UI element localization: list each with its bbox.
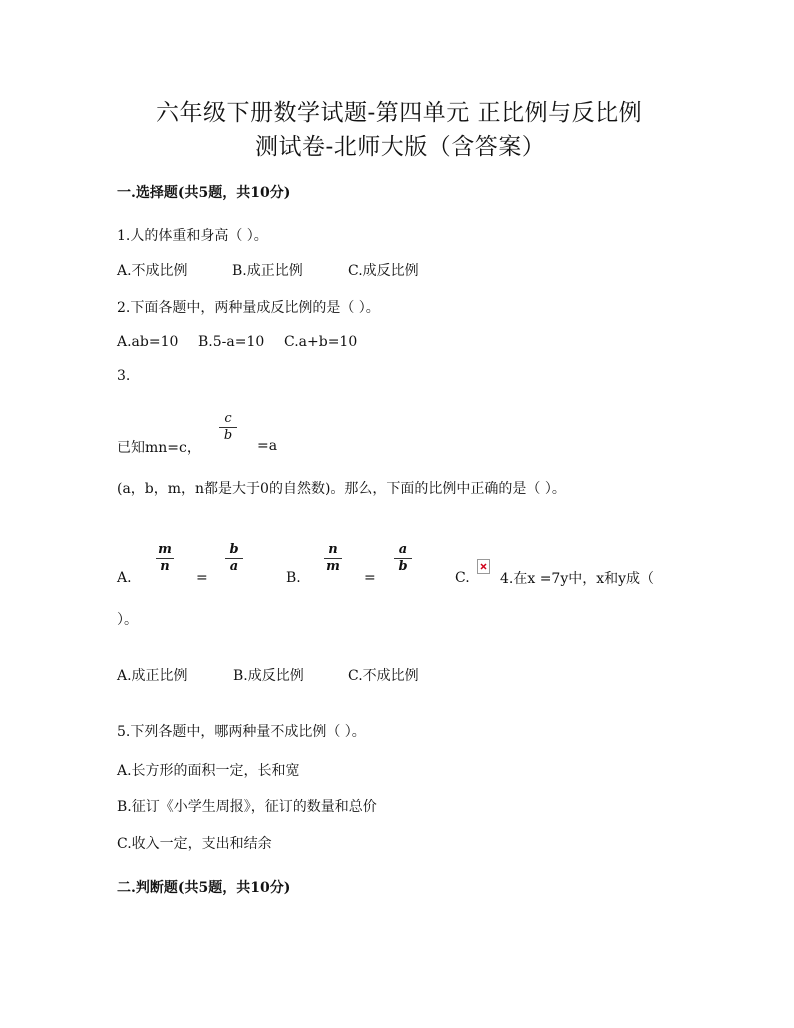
question-3-known-prefix: 已知mn=c， [117,440,201,456]
question-3-fraction-c-over-b [218,412,238,443]
fraction-numerator: a [398,542,408,557]
option-a-left-fraction [155,543,175,574]
question-5-option-b: B.征订《小学生周报》，征订的数量和总价 [117,799,377,815]
page-title-line-1: 六年级下册数学试题-第四单元 正比例与反比例 [156,100,643,126]
fraction-numerator: n [328,542,338,557]
question-5-stem: 5.下列各题中，哪两种量不成比例（ ）。 [117,724,366,740]
question-4-option-b: B.成反比例 [233,668,304,684]
question-3-condition: (a，b，m，n都是大于0的自然数)。那么，下面的比例中正确的是（ ）。 [117,481,566,497]
option-a-right-fraction [224,543,244,574]
fraction-denominator: b [398,559,408,574]
fraction-numerator: b [229,542,239,557]
question-1-option-c: C.成反比例 [348,263,419,279]
question-3-option-b-equals: = [364,570,376,586]
fraction-numerator: m [158,542,172,557]
question-2-option-b: B.5-a=10 [198,334,265,350]
question-1-option-b: B.成正比例 [232,263,303,279]
page-title-line-2: 测试卷-北师大版（含答案） [255,134,546,160]
question-3-number: 3. [117,368,131,384]
question-3-option-a-label: A. [117,570,132,586]
question-2-option-c: C.a+b=10 [284,334,358,350]
fraction-numerator: c [224,411,232,426]
fraction-denominator: m [326,559,340,574]
option-b-right-fraction [393,543,413,574]
option-b-left-fraction [323,543,343,574]
question-3-known-suffix: =a [257,438,278,454]
fraction-denominator: n [160,559,170,574]
fraction-denominator: b [223,428,233,443]
fraction-denominator: a [229,559,239,574]
question-4-stem-start: 4.在x =7y中，x和y成（ [500,571,655,587]
question-5-option-c: C.收入一定，支出和结余 [117,836,272,852]
section-2-heading: 二.判断题(共5题，共10分) [117,880,291,896]
question-2-stem: 2.下面各题中，两种量成反比例的是（ ）。 [117,300,380,316]
question-4-stem-end: ）。 [117,612,138,628]
question-4-option-a: A.成正比例 [117,668,188,684]
question-3-option-b-label: B. [286,570,301,586]
question-4-option-c: C.不成比例 [348,668,419,684]
question-1-stem: 1.人的体重和身高（ ）。 [117,228,268,244]
question-3-option-a-equals: = [196,570,208,586]
question-3-option-c-label: C. [455,570,470,586]
question-1-option-a: A.不成比例 [117,263,188,279]
question-2-option-a: A.ab=10 [117,334,179,350]
broken-image-icon [477,559,490,574]
section-1-heading: 一.选择题(共5题，共10分) [117,185,291,201]
question-5-option-a: A.长方形的面积一定，长和宽 [117,763,300,779]
